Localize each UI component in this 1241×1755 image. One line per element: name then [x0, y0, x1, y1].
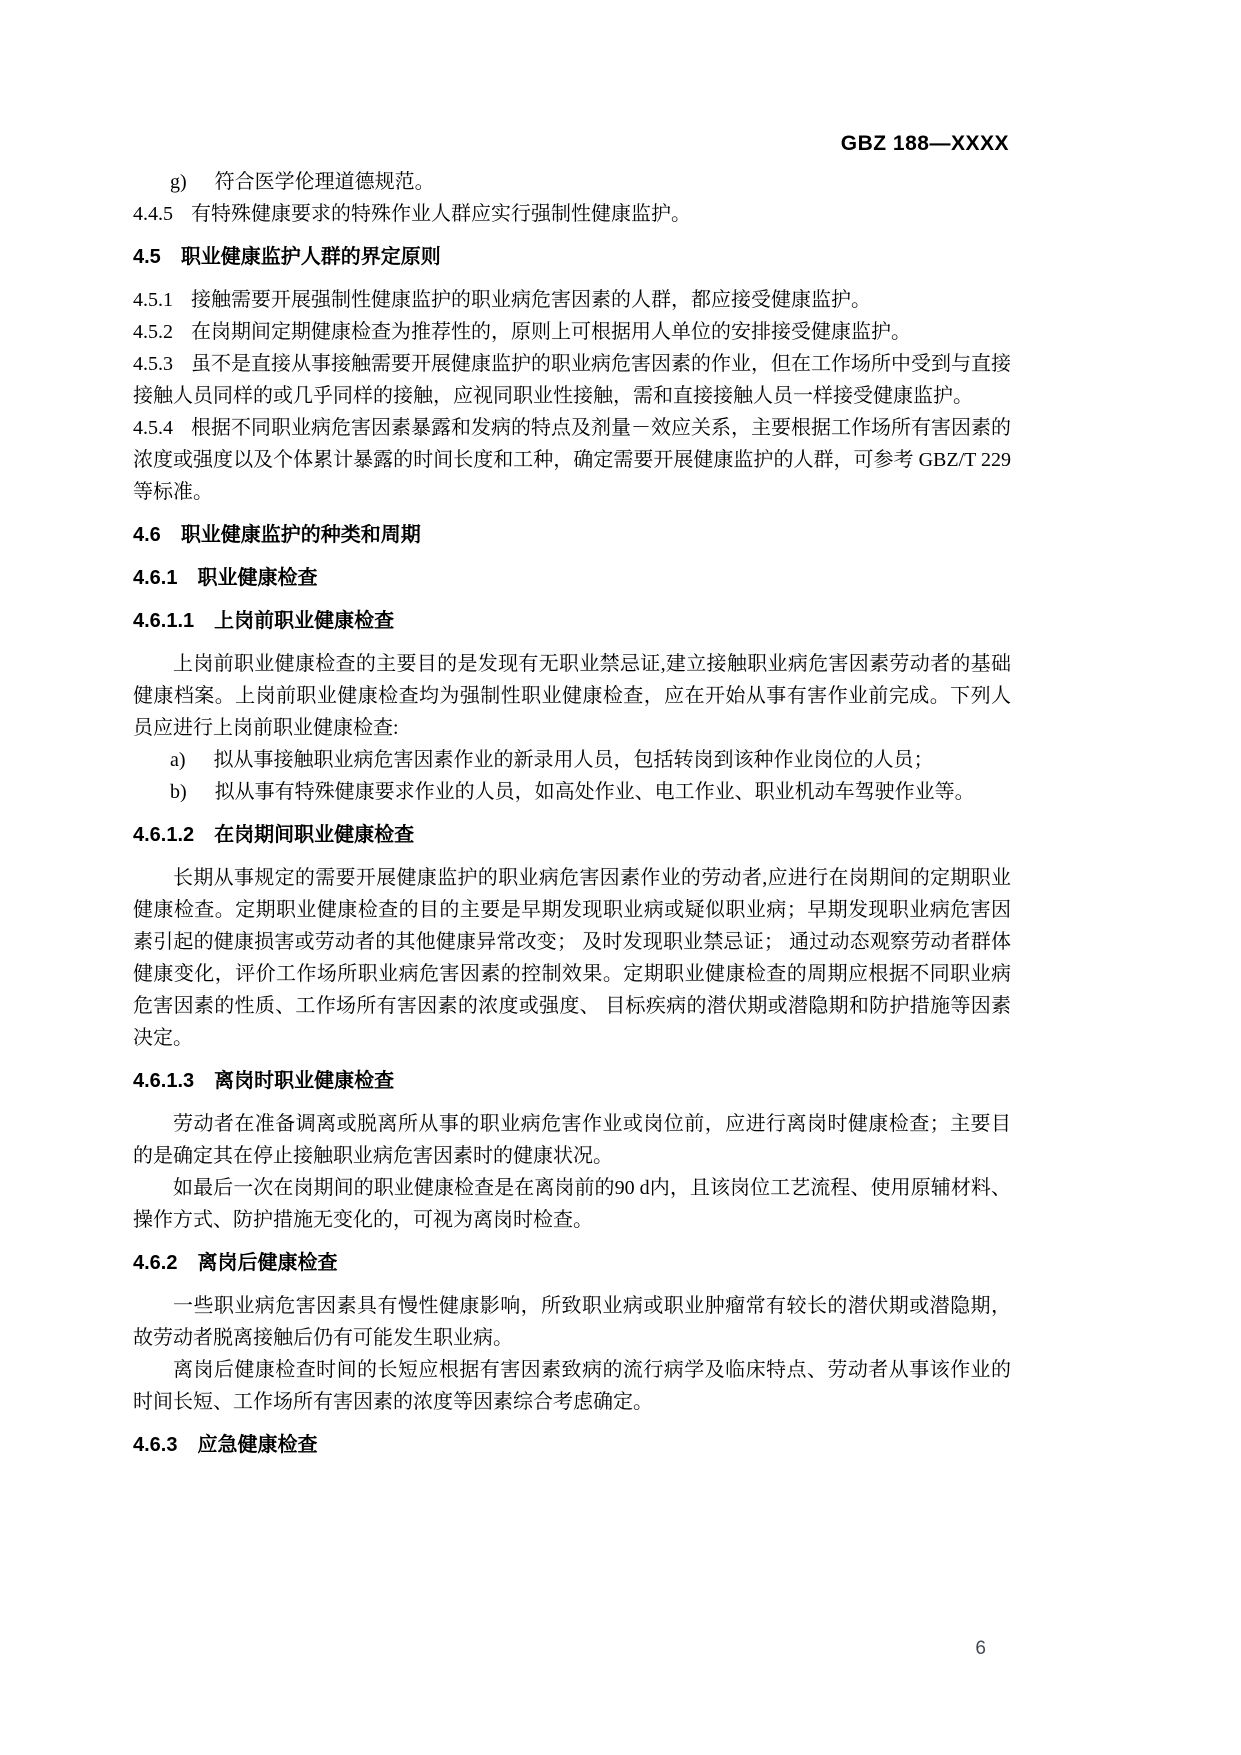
- paragraph-4-6-1-2: 长期从事规定的需要开展健康监护的职业病危害因素作业的劳动者,应进行在岗期间的定期职业健康检查。定期职业健康检查的目的主要是早期发现职业病或疑似职业病；早期发现职业病危害因素引起的健康损害或劳动者的其他健康异常改变； 及时发现职业禁忌证； 通过动态观察劳动者群体健康变化，评价工作场所职业病危害因素的控制效果。定期职业健康检查的周期应根据不同职业病危害因素的性质、工作场所有害因素的浓度或强度、 目标疾病的潜伏期或潜隐期和防护措施等因素决定。: [133, 867, 1011, 1049]
- clause-number: 4.5.3: [133, 353, 173, 375]
- heading-number: 4.6.2: [133, 1252, 178, 1274]
- clause-number: 4.5.1: [133, 289, 173, 311]
- clause-number: 4.4.5: [133, 203, 173, 225]
- heading-4-6-1-1: [133, 605, 1011, 637]
- clause-text: 根据不同职业病危害因素暴露和发病的特点及剂量－效应关系，主要根据工作场所有害因素的浓度或强度以及个体累计暴露的时间长度和工种，确定需要开展健康监护的人群，可参考 GBZ/T 229 等标准。: [133, 417, 1011, 503]
- heading-text: 离岗后健康检查: [197, 1252, 338, 1274]
- paragraph-4-6-1-3-b: 如最后一次在岗期间的职业健康检查是在离岗前的90 d内，且该岗位工艺流程、使用原辅材料、操作方式、防护措施无变化的，可视为离岗时检查。: [133, 1177, 1011, 1231]
- heading-text: 上岗前职业健康检查: [214, 610, 395, 632]
- clause-4-5-3: [133, 348, 1011, 412]
- list-item-text: 拟从事接触职业病危害因素作业的新录用人员，包括转岗到该种作业岗位的人员；: [213, 749, 934, 771]
- heading-number: 4.6.1.1: [133, 610, 195, 632]
- list-item-a: [133, 744, 1011, 776]
- heading-number: 4.6: [133, 524, 161, 546]
- document-content: [133, 166, 1011, 1472]
- clause-4-5-1: [133, 284, 1011, 316]
- heading-number: 4.6.1.3: [133, 1070, 195, 1092]
- clause-number: 4.5.2: [133, 321, 173, 343]
- heading-number: 4.5: [133, 246, 161, 268]
- clause-text: 虽不是直接从事接触需要开展健康监护的职业病危害因素的作业，但在工作场所中受到与直接接触人员同样的或几乎同样的接触，应视同职业性接触，需和直接接触人员一样接受健康监护。: [133, 353, 1011, 407]
- heading-text: 职业健康监护的种类和周期: [180, 524, 421, 546]
- paragraph-4-6-1-3-a: 劳动者在准备调离或脱离所从事的职业病危害作业或岗位前，应进行离岗时健康检查；主要目的是确定其在停止接触职业病危害因素时的健康状况。: [133, 1113, 1011, 1167]
- clause-4-5-2: [133, 316, 1011, 348]
- heading-4-6-1-2: [133, 819, 1011, 851]
- clause-text: 接触需要开展强制性健康监护的职业病危害因素的人群，都应接受健康监护。: [191, 289, 871, 311]
- heading-4-6: [133, 519, 1011, 551]
- list-item-label: b): [170, 781, 187, 803]
- heading-4-6-2: [133, 1247, 1011, 1279]
- clause-4-5-4: [133, 412, 1011, 508]
- heading-text: 应急健康检查: [197, 1434, 318, 1456]
- page-number: 6: [975, 1638, 986, 1659]
- list-item-text: 拟从事有特殊健康要求作业的人员，如高处作业、电工作业、职业机动车驾驶作业等。: [214, 781, 975, 803]
- heading-text: 离岗时职业健康检查: [214, 1070, 395, 1092]
- heading-number: 4.6.1.2: [133, 824, 195, 846]
- heading-number: 4.6.3: [133, 1434, 178, 1456]
- list-item-label: a): [170, 749, 186, 771]
- heading-4-5: [133, 241, 1011, 273]
- clause-text: 有特殊健康要求的特殊作业人群应实行强制性健康监护。: [191, 203, 691, 225]
- heading-number: 4.6.1: [133, 567, 178, 589]
- list-item-text: 符合医学伦理道德规范。: [214, 171, 435, 193]
- clause-number: 4.5.4: [133, 417, 173, 439]
- paragraph-4-6-1-1: 上岗前职业健康检查的主要目的是发现有无职业禁忌证,建立接触职业病危害因素劳动者的基础健康档案。上岗前职业健康检查均为强制性职业健康检查，应在开始从事有害作业前完成。下列人员应进行上岗前职业健康检查:: [133, 653, 1011, 739]
- heading-text: 职业健康检查: [197, 567, 318, 589]
- heading-text: 职业健康监护人群的界定原则: [180, 246, 441, 268]
- heading-text: 在岗期间职业健康检查: [214, 824, 415, 846]
- doc-number-header: GBZ 188—XXXX: [840, 132, 1009, 155]
- paragraph-4-6-2-b: 离岗后健康检查时间的长短应根据有害因素致病的流行病学及临床特点、劳动者从事该作业的时间长短、工作场所有害因素的浓度等因素综合考虑确定。: [133, 1359, 1011, 1413]
- clause-text: 在岗期间定期健康检查为推荐性的，原则上可根据用人单位的安排接受健康监护。: [191, 321, 911, 343]
- heading-4-6-3: [133, 1429, 1011, 1461]
- list-item-label: g): [170, 171, 187, 193]
- heading-4-6-1: [133, 562, 1011, 594]
- clause-4-4-5: [133, 198, 1011, 230]
- list-item-b: [133, 776, 1011, 808]
- paragraph-4-6-2-a: 一些职业病危害因素具有慢性健康影响，所致职业病或职业肿瘤常有较长的潜伏期或潜隐期，故劳动者脱离接触后仍有可能发生职业病。: [133, 1295, 1011, 1349]
- list-item-g: [133, 166, 1011, 198]
- heading-4-6-1-3: [133, 1065, 1011, 1097]
